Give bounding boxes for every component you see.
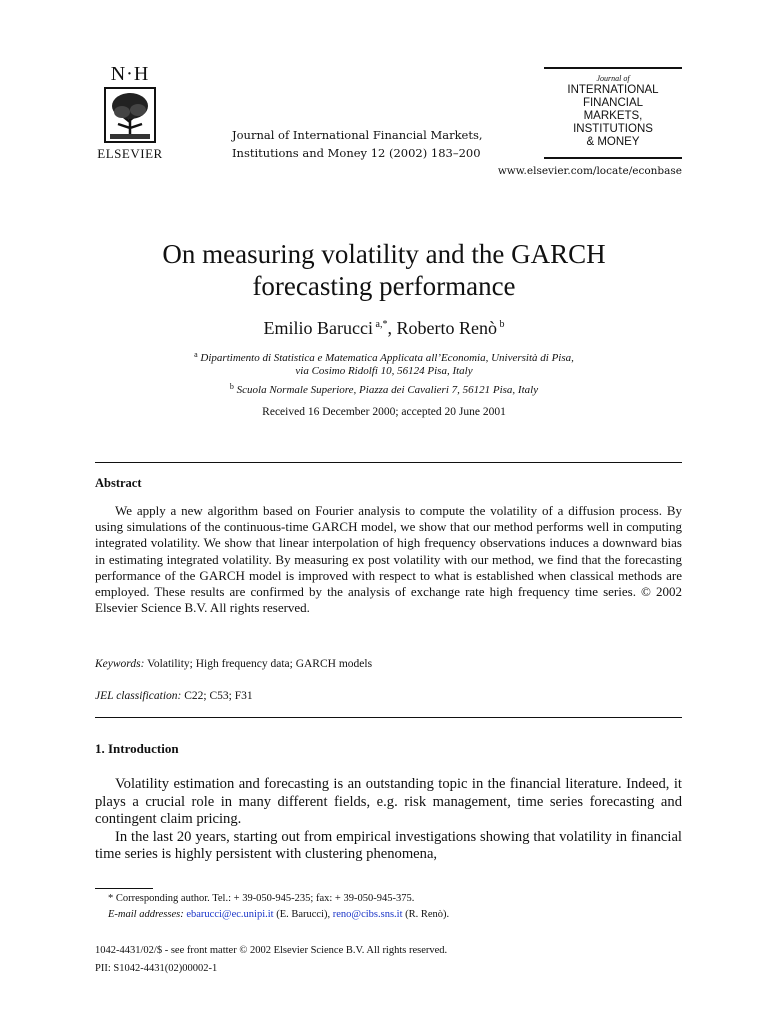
footnote-rule bbox=[95, 888, 153, 889]
email-owner-2: (R. Renò). bbox=[405, 909, 450, 920]
author-2: Roberto Renò bbox=[396, 318, 497, 338]
footnote-corresponding: * Corresponding author. Tel.: + 39-050-945-235; fax: + 39-050-945-375. bbox=[108, 893, 415, 904]
email-owner-1: (E. Barucci), bbox=[276, 909, 331, 920]
jel-value: C22; C53; F31 bbox=[184, 690, 253, 702]
intro-paragraph-2: In the last 20 years, starting out from empirical investigations showing that volatility in financial time series is highly persistent with clustering phenomena, bbox=[95, 828, 682, 863]
author-1: Emilio Barucci bbox=[263, 318, 373, 338]
journal-title-line: MARKETS, bbox=[583, 110, 643, 122]
affiliation-a-cont bbox=[0, 363, 768, 379]
author-2-marks[interactable]: b bbox=[499, 319, 505, 330]
article-title bbox=[0, 238, 768, 302]
journal-title-line: INSTITUTIONS bbox=[573, 123, 653, 135]
affiliation-b-line: Scuola Normale Superiore, Piazza dei Cavalieri 7, 56121 Pisa, Italy bbox=[236, 384, 539, 396]
journal-title-line: FINANCIAL bbox=[582, 97, 644, 109]
jel-label: JEL classification: bbox=[95, 690, 182, 702]
email-label: E-mail addresses: bbox=[108, 909, 184, 920]
journal-of-label: Journal of bbox=[596, 74, 630, 83]
elsevier-tree-icon bbox=[102, 86, 158, 144]
citation-line-1: Journal of International Financial Markets, bbox=[232, 128, 483, 142]
intro-paragraph-1: Volatility estimation and forecasting is an outstanding topic in the financial literature. Indeed, it plays a crucial role in many different fields, e.g. risk management, time series forecasting and contingent claim pricing. bbox=[95, 776, 682, 828]
author-list bbox=[0, 318, 768, 339]
journal-url[interactable]: www.elsevier.com/locate/econbase bbox=[497, 165, 682, 177]
received-dates: Received 16 December 2000; accepted 20 June 2001 bbox=[262, 406, 506, 418]
title-line-2: forecasting performance bbox=[252, 271, 516, 301]
affiliation-a-line-2: via Cosimo Ridolfi 10, 56124 Pisa, Italy bbox=[295, 365, 473, 377]
abstract-bottom-rule bbox=[95, 717, 682, 718]
abstract-text: We apply a new algorithm based on Fourier analysis to compute the volatility of a diffusion process. By using simulations of the continuous-time GARCH model, we show that our method performs well in computing integrated volatility. We show that linear interpolation of high frequency observations induces a downward bias in estimating integrated volatility. By measuring ex post volatility with our method, we find that the forecasting performance of the GARCH model is improved with respect to what is established when classical methods are employed. These results are confirmed by the analysis of exchange rate high frequency time series. © 2002 Elsevier Science B.V. All rights reserved. bbox=[95, 503, 682, 616]
section-heading-introduction: 1. Introduction bbox=[95, 741, 179, 756]
journal-title-line: INTERNATIONAL bbox=[567, 84, 659, 96]
abstract-heading: Abstract bbox=[95, 476, 142, 490]
email-link-barucci[interactable]: ebarucci@ec.unipi.it bbox=[186, 909, 274, 920]
title-line-1: On measuring volatility and the GARCH bbox=[162, 239, 606, 269]
pii-line: PII: S1042-4431(02)00002-1 bbox=[95, 963, 218, 974]
publisher-name: ELSEVIER bbox=[97, 146, 163, 161]
keywords-value: Volatility; High frequency data; GARCH models bbox=[147, 658, 373, 670]
introduction-body bbox=[95, 776, 682, 864]
author-separator: , bbox=[387, 318, 397, 338]
citation-line-2: Institutions and Money 12 (2002) 183–200 bbox=[232, 146, 481, 160]
abstract-top-rule bbox=[95, 462, 682, 463]
affiliation-a-mark: a bbox=[194, 350, 198, 359]
email-link-reno[interactable]: reno@cibs.sns.it bbox=[332, 909, 403, 920]
affiliation-b-mark: b bbox=[229, 382, 234, 391]
issn-line: 1042-4431/02/$ - see front matter © 2002 Elsevier Science B.V. All rights reserved. bbox=[95, 945, 448, 956]
affiliation-a-line-1: Dipartimento di Statistica e Matematica Applicata all’Economia, Università di Pisa, bbox=[200, 352, 574, 364]
journal-citation bbox=[232, 126, 483, 162]
keywords bbox=[95, 658, 372, 670]
journal-title-box bbox=[544, 67, 682, 159]
publisher-logo bbox=[92, 64, 168, 162]
author-1-marks[interactable]: a,* bbox=[375, 319, 388, 330]
journal-title-line: & MONEY bbox=[586, 136, 640, 148]
logo-mark: N·H bbox=[110, 63, 150, 85]
jel-classification bbox=[95, 690, 253, 702]
affiliation-b bbox=[0, 379, 768, 398]
footnote-emails bbox=[108, 907, 449, 923]
keywords-label: Keywords: bbox=[95, 658, 145, 670]
